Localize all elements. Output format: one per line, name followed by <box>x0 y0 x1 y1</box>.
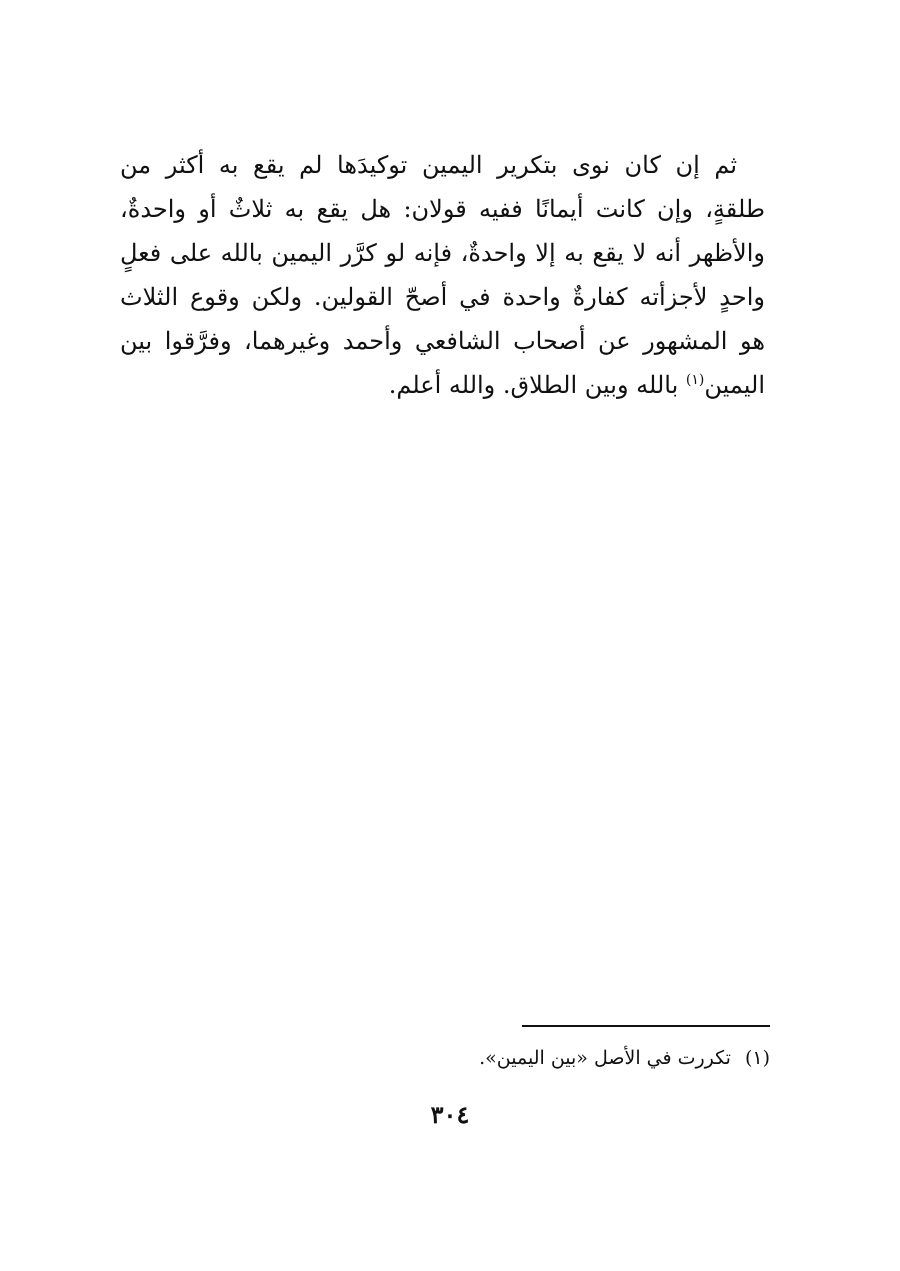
main-paragraph <box>120 143 765 407</box>
footnote-divider <box>522 1025 770 1027</box>
footnote <box>300 1042 770 1074</box>
paragraph-line-4: واحدٍ لأجزأته كفارةٌ واحدة في أصحّ القولين. ولكن وقوع الثلاث <box>120 283 765 311</box>
paragraph-line-3: والأظهر أنه لا يقع به إلا واحدةٌ، فإنه لو كرَّر اليمين بالله على فعلٍ <box>120 239 765 267</box>
last-line-end: بالله وبين الطلاق. والله أعلم. <box>388 371 686 399</box>
paragraph-line-2: طلقةٍ، وإن كانت أيمانًا ففيه قولان: هل يقع به ثلاثٌ أو واحدةٌ، <box>120 195 765 223</box>
paragraph-line-5: هو المشهور عن أصحاب الشافعي وأحمد وغيرهما، وفرَّقوا بين <box>120 327 765 355</box>
footnote-text: تكررت في الأصل «بين اليمين». <box>479 1047 731 1069</box>
footnote-reference: (١) <box>685 372 705 388</box>
paragraph-line-6 <box>120 363 765 407</box>
paragraph-line-1: ثم إن كان نوى بتكرير اليمين توكيدَها لم يقع به أكثر من <box>120 151 737 179</box>
footnote-marker: (١) <box>744 1047 770 1069</box>
page-number: ٣٠٤ <box>430 1100 470 1129</box>
last-line-start: اليمين <box>704 371 765 399</box>
